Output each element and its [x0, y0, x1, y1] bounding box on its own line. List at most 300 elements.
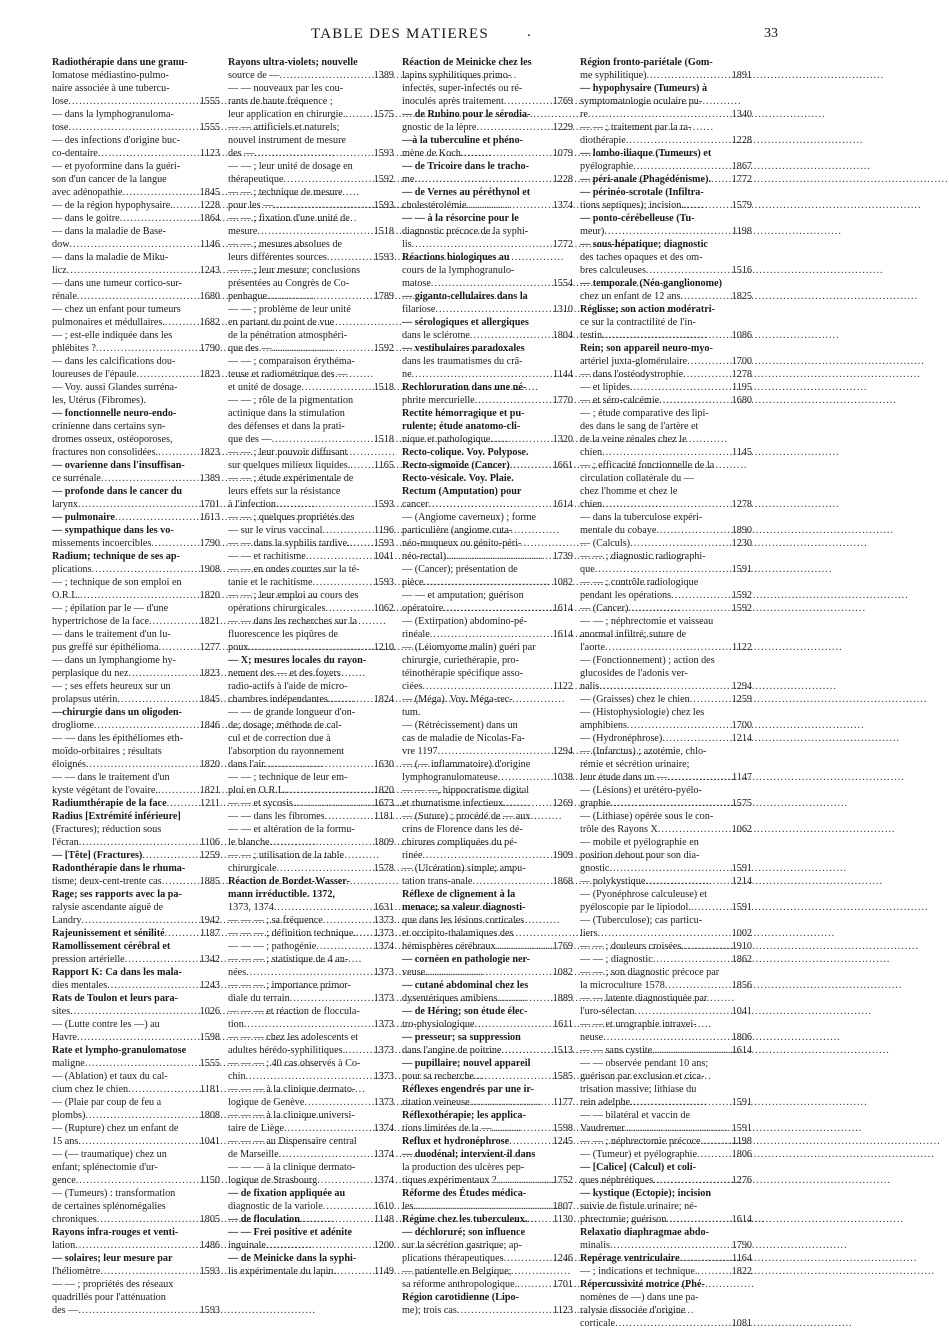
entry-page-number: 1081	[731, 1318, 752, 1329]
index-entry	[52, 576, 220, 589]
index-entry	[580, 641, 752, 654]
index-entry	[52, 69, 220, 82]
entry-page-number: 1673	[373, 798, 394, 809]
dot-leader	[683, 368, 729, 381]
entry-text: fluorescence les piqûres de	[228, 629, 339, 640]
entry-text: — de Tricoire dans le tracho-	[402, 161, 530, 172]
entry-text: — — sans cystite	[580, 1045, 653, 1056]
entry-text: — — ; diagnostic radiographi-	[580, 551, 706, 562]
entry-text: dow	[52, 239, 70, 250]
entry-text: rein adelphe	[580, 1097, 631, 1108]
entry-text: — — ; son diagnostic précoce par	[580, 967, 720, 978]
entry-page-number: 1320	[552, 434, 573, 445]
entry-text: chroniques	[52, 1214, 97, 1225]
dot-leader	[625, 1122, 730, 1135]
dot-leader	[346, 108, 372, 121]
entry-text: teuse et radiométrique des —	[228, 369, 348, 380]
entry-page-number: 1277	[199, 642, 220, 653]
entry-page-number: 1486	[199, 1240, 220, 1251]
index-entry	[580, 368, 752, 381]
index-entry	[52, 433, 220, 446]
index-entry	[402, 1044, 573, 1057]
index-entry	[52, 173, 220, 186]
entry-page-number: 1613	[199, 512, 220, 523]
entry-text: des défenses et dans la prati-	[228, 421, 345, 432]
index-entry	[52, 355, 220, 368]
index-entry	[228, 160, 394, 173]
index-entry	[580, 1226, 752, 1239]
entry-text: Rayons infra-rouges et venti-	[52, 1227, 179, 1238]
index-entry	[402, 1148, 573, 1161]
entry-page-number: 1041	[199, 1136, 220, 1147]
entry-text: — — à la résorcine pour le	[402, 213, 519, 224]
index-entry	[52, 797, 220, 810]
entry-page-number: 1002	[731, 928, 752, 939]
dot-leader	[276, 498, 372, 511]
index-entry	[52, 472, 220, 485]
entry-text: mesure	[228, 226, 258, 237]
entry-text: — et séro-calcémie	[580, 395, 660, 406]
entry-text: — (Suture) ; procédé de — aux	[402, 811, 531, 822]
entry-text: source de —	[228, 70, 280, 81]
dot-leader	[443, 602, 550, 615]
dot-leader	[301, 381, 371, 394]
index-entry	[52, 1057, 220, 1070]
index-entry	[228, 693, 394, 706]
entry-page-number: 1106	[200, 837, 220, 848]
entry-text: des —	[52, 1305, 79, 1316]
entry-text: les, Utérus (Fibromes).	[52, 395, 146, 406]
dot-leader	[350, 459, 372, 472]
dot-leader	[254, 147, 371, 160]
index-entry	[228, 979, 394, 992]
dot-leader	[100, 1265, 197, 1278]
entry-text: circulation collatérale du —	[580, 473, 694, 484]
entry-page-number: 1389	[373, 70, 394, 81]
entry-text: dromes osseux, ostéoporoses,	[52, 434, 173, 445]
index-entry	[402, 602, 573, 615]
dot-leader	[662, 732, 729, 745]
entry-page-number: 1862	[731, 954, 752, 965]
entry-text: — pupillaire; nouvel appareil	[402, 1058, 531, 1069]
index-entry	[52, 927, 220, 940]
entry-page-number: 1373	[373, 1019, 394, 1030]
entry-text: crins de Florence dans les dé-	[402, 824, 523, 835]
entry-page-number: 1130	[553, 1214, 573, 1225]
entry-text: kyste végétant de l'ovaire.	[52, 785, 158, 796]
index-entry	[402, 420, 573, 433]
index-entry	[228, 342, 394, 355]
index-entry	[228, 836, 394, 849]
entry-text: particulière (angiome cuta-	[402, 525, 513, 536]
index-entry	[228, 992, 394, 1005]
index-entry	[402, 134, 573, 147]
index-entry	[228, 1096, 394, 1109]
index-entry	[228, 381, 394, 394]
entry-text: — — ; technique de mesure	[228, 187, 343, 198]
entry-text: lymphogranulomateuse	[402, 772, 498, 783]
index-entry	[580, 407, 752, 420]
index-entry	[228, 589, 394, 602]
index-entry	[228, 82, 394, 95]
entry-text: l'écran	[52, 837, 79, 848]
entry-text: — périnéo-scrotale (Infiltra-	[580, 187, 704, 198]
dot-leader	[630, 381, 730, 394]
index-entry	[402, 498, 573, 511]
entry-text: — — nouveaux par les cou-	[228, 83, 344, 94]
entry-text: — — et amputation; guérison	[402, 590, 524, 601]
index-entry	[580, 251, 752, 264]
index-entry	[228, 1005, 394, 1018]
dot-leader	[162, 875, 198, 888]
entry-text: — (— inflammatoire) d'origine	[402, 759, 531, 770]
entry-text: Reflux et hydronéphrose	[402, 1136, 510, 1147]
entry-text: son d'un cancer de la langue	[52, 174, 167, 185]
entry-text: — (Graisses) chez le chien	[580, 694, 690, 705]
entry-page-number: 1123	[553, 1305, 573, 1316]
index-entry	[228, 1109, 394, 1122]
entry-page-number: 1578	[373, 863, 394, 874]
entry-page-number: 1845	[199, 187, 220, 198]
index-entry	[228, 927, 394, 940]
entry-text: me	[402, 174, 415, 185]
entry-text: — de Meinicke dans la syphi-	[228, 1253, 357, 1264]
entry-page-number: 1823	[199, 369, 220, 380]
entry-text: tose	[52, 122, 69, 133]
index-entry	[580, 1096, 752, 1109]
dot-leader	[691, 901, 730, 914]
index-entry	[580, 329, 752, 342]
entry-text: — (Plaie par coup de feu a	[52, 1097, 162, 1108]
entry-text: Rage; ses rapports avec la pa-	[52, 889, 182, 900]
dot-leader	[697, 1148, 730, 1161]
entry-page-number: 1868	[552, 876, 573, 887]
index-entry	[580, 1317, 752, 1330]
dot-leader	[598, 927, 730, 940]
entry-text: — — artificiels et naturels;	[228, 122, 340, 133]
entry-page-number: 1228	[199, 200, 220, 211]
dot-leader	[173, 199, 198, 212]
dot-leader	[316, 940, 371, 953]
entry-page-number: 1144	[553, 369, 573, 380]
index-entry	[52, 758, 220, 771]
entry-text: graphie	[580, 798, 611, 809]
index-entry	[402, 732, 573, 745]
entry-text: neuse	[580, 1032, 604, 1043]
entry-page-number: 1822	[731, 1266, 752, 1277]
index-entry	[52, 732, 220, 745]
entry-text: — sur le virus vaccinal	[228, 525, 323, 536]
dot-leader	[414, 173, 550, 186]
dot-leader	[136, 368, 197, 381]
entry-text: rulente; étude anatomo-cli-	[402, 421, 521, 432]
index-entry	[52, 667, 220, 680]
entry-text: Ramollissement cérébral et	[52, 941, 171, 952]
entry-page-number: 1554	[552, 278, 573, 289]
entry-text: — polykystique	[580, 876, 646, 887]
entry-page-number: 1278	[731, 499, 752, 510]
entry-text: — — latente diagnostiquée par	[580, 993, 708, 1004]
entry-text: des taches opaques et des om-	[580, 252, 703, 263]
dot-leader	[422, 680, 551, 693]
entry-page-number: 1789	[373, 291, 394, 302]
dot-leader	[628, 602, 729, 615]
index-entry	[52, 537, 220, 550]
entry-text: filariose	[402, 304, 436, 315]
index-entry	[402, 160, 573, 173]
entry-text: les	[402, 1201, 414, 1212]
index-entry	[580, 914, 752, 927]
entry-page-number: 1294	[731, 681, 752, 692]
index-entry	[228, 238, 394, 251]
entry-text: pyéloscopie par le lipiodol.	[580, 902, 691, 913]
entry-text: — de Rubino pour le sérodia-	[402, 109, 531, 120]
entry-text: — Voy. aussi Glandes surréna-	[52, 382, 178, 393]
index-entry	[402, 823, 573, 836]
index-entry	[228, 537, 394, 550]
index-entry	[580, 1200, 752, 1213]
entry-page-number: 1294	[552, 746, 573, 757]
entry-text: — (Ablation) et taux du cal-	[52, 1071, 168, 1082]
index-entry	[402, 901, 573, 914]
index-entry	[402, 1239, 573, 1252]
entry-page-number: 1148	[374, 1214, 394, 1225]
entry-text: — lombo-iliaque (Tumeurs) et	[580, 148, 712, 159]
entry-text: — — ; néphrectomie précoce.	[580, 1136, 704, 1147]
entry-text: — — ; utilisation de la table	[228, 850, 345, 861]
index-entry	[402, 1291, 573, 1304]
index-entry	[402, 1252, 573, 1265]
dot-leader	[334, 1265, 372, 1278]
dot-leader	[656, 524, 729, 537]
entry-text: présentées au Congrès de Co-	[228, 278, 350, 289]
index-entry	[228, 420, 394, 433]
entry-text: quadrillés pour l'atténuation	[52, 1292, 166, 1303]
entry-page-number: 1082	[552, 967, 573, 978]
entry-page-number: 1806	[731, 1032, 752, 1043]
entry-page-number: 1246	[552, 1253, 573, 1264]
index-entry	[52, 589, 220, 602]
entry-page-number: 1122	[553, 681, 573, 692]
dot-leader	[667, 771, 730, 784]
entry-text: — — — ; statistique de 4 an-	[228, 954, 349, 965]
entry-text: ralysie dissociée d'origine	[580, 1305, 686, 1316]
entry-text: la microculture 1578	[580, 980, 665, 991]
index-column-4	[580, 56, 752, 1330]
entry-text: mentale du cobaye	[580, 525, 657, 536]
index-entry	[228, 953, 394, 966]
index-entry	[580, 563, 752, 576]
entry-page-number: 1823	[199, 447, 220, 458]
index-entry	[580, 420, 752, 433]
dot-leader	[630, 1096, 730, 1109]
entry-text: sites	[52, 1006, 71, 1017]
entry-text: diagnostic de la variole	[228, 1201, 323, 1212]
entry-text: que des —	[228, 434, 272, 445]
dot-leader	[646, 264, 730, 277]
index-entry	[580, 186, 752, 199]
index-entry	[580, 1135, 752, 1148]
entry-text: et occipito-thalamiques des	[402, 928, 514, 939]
entry-text: rinée	[402, 850, 423, 861]
entry-text: hémisphères cérébraux	[402, 941, 496, 952]
dot-leader	[70, 238, 198, 251]
index-entry	[402, 810, 573, 823]
entry-page-number: 1269	[552, 798, 573, 809]
entry-page-number: 1555	[199, 1058, 220, 1069]
index-entry	[402, 381, 573, 394]
index-entry	[402, 706, 573, 719]
index-entry	[580, 953, 752, 966]
entry-text: Réflexothérapie; les applica-	[402, 1110, 526, 1121]
index-entry	[52, 420, 220, 433]
entry-text: leurs différentes sources	[228, 252, 327, 263]
dot-leader	[272, 433, 372, 446]
entry-page-number: 1374	[373, 941, 394, 952]
index-entry	[580, 940, 752, 953]
entry-text: — — observée pendant 10 ans;	[580, 1058, 709, 1069]
entry-text: poux	[228, 642, 249, 653]
dot-leader	[128, 667, 197, 680]
entry-text: — — ; leur pouvoir diffusant	[228, 447, 348, 458]
dot-leader	[603, 1031, 729, 1044]
entry-page-number: 1889	[552, 993, 573, 1004]
entry-page-number: 1086	[731, 330, 752, 341]
dot-leader	[658, 823, 730, 836]
index-entry	[228, 134, 394, 147]
entry-page-number: 1598	[552, 1123, 573, 1134]
index-entry	[402, 108, 573, 121]
entry-text: Rayons ultra-violets; nouvelle	[228, 57, 358, 68]
index-entry	[580, 628, 752, 641]
index-entry	[52, 524, 220, 537]
entry-text: dans l'angine de poitrine	[402, 1045, 502, 1056]
index-entry	[402, 966, 573, 979]
entry-text: — (Hydronéphrose)	[580, 733, 663, 744]
index-entry	[228, 823, 394, 836]
index-entry	[52, 901, 220, 914]
dot-leader	[117, 693, 197, 706]
entry-text: Rats de Toulon et leurs para-	[52, 993, 178, 1004]
index-entry	[580, 147, 752, 160]
dot-leader	[345, 1044, 371, 1057]
entry-page-number: 1805	[199, 1214, 220, 1225]
index-entry	[228, 1174, 394, 1187]
index-entry	[52, 628, 220, 641]
entry-text: pulmonaires et médullaires.	[52, 317, 165, 328]
entry-page-number: 1593	[373, 148, 394, 159]
entry-page-number: 1038	[552, 772, 573, 783]
entry-text: — dans la lymphogranuloma-	[52, 109, 174, 120]
index-entry	[52, 1200, 220, 1213]
dot-leader	[107, 979, 197, 992]
entry-text: phrite mercurielle	[402, 395, 475, 406]
index-entry	[580, 134, 752, 147]
entry-text: — (Lutte contre les —) au	[52, 1019, 160, 1030]
index-entry	[402, 784, 573, 797]
dot-leader	[627, 719, 730, 732]
index-entry	[402, 1304, 573, 1317]
index-entry	[402, 277, 573, 290]
index-entry	[228, 511, 394, 524]
index-entry	[52, 979, 220, 992]
entry-text: gnostic de la lèpre	[402, 122, 477, 133]
dot-leader	[248, 641, 371, 654]
entry-text: tions limitées de la —	[402, 1123, 492, 1134]
entry-text: — — ; leur unité de dosage en	[228, 161, 353, 172]
entry-text: — — ; traitement par la ra-	[580, 122, 692, 133]
entry-text: et unité de dosage	[228, 382, 302, 393]
dot-leader	[149, 615, 198, 628]
dot-leader	[151, 537, 197, 550]
index-entry	[402, 745, 573, 758]
entry-text: dies mentales	[52, 980, 108, 991]
index-entry	[52, 446, 220, 459]
entry-text: — — et altération de la formu-	[228, 824, 355, 835]
index-entry	[228, 225, 394, 238]
index-entry	[402, 225, 573, 238]
entry-page-number: 1614	[731, 1045, 752, 1056]
index-entry	[228, 914, 394, 927]
entry-text: thérapeutique	[228, 174, 284, 185]
entry-text: dans le sclérome	[402, 330, 470, 341]
dot-leader	[142, 849, 197, 862]
entry-text: — — dans le traitement d'un	[52, 772, 170, 783]
index-entry	[580, 706, 752, 719]
index-entry	[402, 472, 573, 485]
dot-leader	[80, 589, 198, 602]
index-entry	[580, 797, 752, 810]
index-entry	[402, 1200, 573, 1213]
dot-leader	[435, 303, 550, 316]
index-entry	[402, 1057, 573, 1070]
index-entry	[580, 732, 752, 745]
entry-text: taire de Liège	[228, 1123, 284, 1134]
entry-text: — — ; quelques propriétés des	[228, 512, 355, 523]
entry-page-number: 1259	[731, 694, 752, 705]
index-entry	[228, 290, 394, 303]
entry-text: le blanche	[228, 837, 270, 848]
entry-page-number: 1187	[200, 928, 220, 939]
index-entry	[580, 1109, 752, 1122]
entry-page-number: 1769	[552, 941, 573, 952]
dot-leader	[125, 953, 198, 966]
entry-text: Réactions biologiques au	[402, 252, 510, 263]
entry-page-number: 1585	[552, 1071, 573, 1082]
dot-leader	[474, 1018, 551, 1031]
dot-leader	[413, 1200, 550, 1213]
entry-page-number: 1825	[731, 291, 752, 302]
entry-page-number: 1122	[732, 642, 752, 653]
index-entry	[402, 719, 573, 732]
index-entry	[580, 810, 752, 823]
entry-text: tions septiques); incision.	[580, 200, 684, 211]
entry-page-number: 1790	[199, 538, 220, 549]
entry-page-number: 1228	[552, 174, 573, 185]
entry-text: opératoire	[402, 603, 444, 614]
dot-leader	[602, 329, 730, 342]
dot-leader	[665, 979, 730, 992]
entry-text: plombs)	[52, 1110, 86, 1121]
index-entry	[402, 1135, 573, 1148]
index-entry	[402, 1005, 573, 1018]
entry-text: rénale	[52, 291, 77, 302]
index-entry	[228, 1161, 394, 1174]
index-entry	[402, 511, 573, 524]
entry-page-number: 1680	[199, 291, 220, 302]
index-entry	[580, 784, 752, 797]
entry-text: — dans une tumeur cortico-sur-	[52, 278, 182, 289]
